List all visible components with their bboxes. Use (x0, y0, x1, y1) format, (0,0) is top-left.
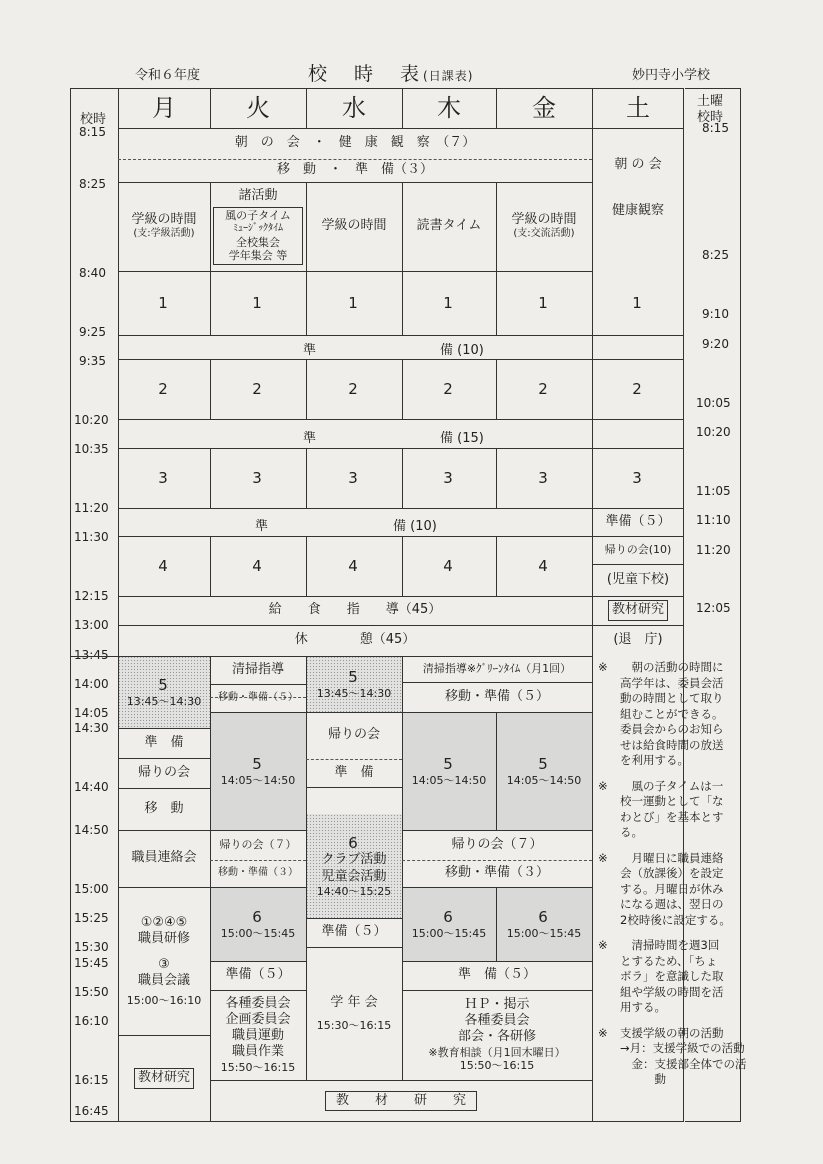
note-line: ボラ」を意識した取 (620, 969, 724, 984)
day-thursday: 木 (437, 94, 461, 122)
note-line: とするため、「ちょ (620, 953, 718, 968)
note-item (598, 660, 768, 769)
note-line: 用する。 (620, 1000, 666, 1015)
wed-junbi5: 準備（５） (321, 924, 387, 940)
tue-committee-item: 企画委員会 (225, 1011, 291, 1027)
mon-idou: 移 動 (144, 800, 184, 816)
mon-kyozai-label: 教材研究 (134, 1068, 194, 1088)
note-line: 月曜日に職員連絡 (620, 850, 724, 865)
sat-health-check: 健康観察 (611, 202, 664, 218)
period-3-cell: 3 (348, 468, 360, 487)
right-col-head-2: 校時 (697, 110, 724, 125)
sat-kyozai-label: 教材研究 (608, 600, 668, 620)
time-label: 16:45 (74, 1104, 109, 1118)
time-label: 14:05 (74, 706, 109, 720)
wed-club: クラブ活動 (321, 852, 387, 868)
mon-training (118, 887, 210, 1035)
fri-homeroom-title: 学級の時間 (511, 212, 577, 228)
time-label: 8:40 (79, 266, 106, 280)
grid-line (592, 656, 593, 1122)
title-text: 校 時 表 (308, 63, 424, 85)
tue-activity-item: 全校集会 (236, 235, 280, 249)
note-body (620, 660, 724, 769)
period-4-cell: 4 (252, 556, 264, 575)
fiscal-year: 令和６年度 (135, 68, 201, 83)
note-line: 組や学級の時間を活 (620, 984, 724, 999)
mon-period-5 (118, 656, 210, 728)
note-line: 会（放課後）を設定 (620, 866, 724, 881)
time-label: 13:45 (74, 648, 109, 662)
note-mark: ※ (598, 660, 608, 674)
rest-break: 休 憩（45） (294, 632, 416, 648)
wed-p5-time: 13:45～14:30 (316, 686, 392, 700)
wed-kaeri: 帰りの会 (327, 727, 380, 743)
note-line: 2校時後に設定する。 (620, 912, 731, 927)
sat-kyozai (592, 596, 684, 625)
thufri-idou3: 移動・準備（３） (444, 865, 549, 881)
thufri-time: 15:50～16:15 (459, 1059, 535, 1073)
break-3-right: 備 (10) (393, 519, 437, 534)
mon-homeroom-note: (支:学級活動) (133, 228, 195, 240)
note-line: 動の時間として取り (620, 691, 724, 706)
wed-club-time: 14:40～15:25 (316, 884, 392, 898)
sat-time-label: 8:25 (702, 248, 729, 262)
left-col-head: 校時 (80, 112, 107, 127)
tue-p5-time: 14:05～14:50 (220, 773, 296, 787)
note-line: 金：支援部全体での活 (620, 1056, 747, 1071)
wed-p5-number: 5 (348, 667, 360, 686)
break-2-right: 備 (15) (440, 431, 484, 446)
sat-junbi: 準備（５） (605, 513, 671, 529)
sat-time-label: 9:10 (702, 307, 729, 321)
tue-committee-item: 職員運動 (231, 1028, 284, 1044)
day-tuesday: 火 (246, 94, 270, 122)
day-saturday: 土 (626, 94, 650, 122)
note-mark: ※ (598, 1025, 608, 1040)
tue-committee-item: 職員作業 (231, 1044, 284, 1060)
time-label: 9:25 (79, 325, 106, 339)
period-1-cell: 1 (538, 293, 550, 312)
fri-homeroom-note: (支:交流活動) (513, 228, 575, 240)
note-body (620, 851, 731, 929)
period-1-cell: 1 (443, 293, 455, 312)
wed-homeroom: 学級の時間 (321, 218, 387, 234)
note-line: せは給食時間の放送 (620, 737, 724, 752)
sat-time-label: 11:10 (696, 513, 731, 527)
thu-p6-time: 15:00～15:45 (411, 926, 487, 940)
thu-period-5 (402, 712, 496, 830)
tue-seiso: 清掃指導 (231, 661, 284, 677)
thu-seiso: 清掃指導※ｸﾞﾘｰﾝﾀｲﾑ（月1回） (422, 662, 572, 676)
tue-activity-item: 風の子タイム (225, 209, 291, 223)
page-title (308, 59, 473, 86)
wed-gakunenkai-label: 学 年 会 (330, 994, 378, 1010)
note-line: 動 (620, 1072, 666, 1087)
kyozai-kenkyu-row (210, 1080, 592, 1122)
break-2-left: 準 (303, 431, 317, 446)
tue-p6-time: 15:00～15:45 (220, 926, 296, 940)
note-line: わとび」を基本とす (620, 809, 724, 824)
tue-activities (210, 182, 306, 271)
period-3-cell: 3 (252, 468, 264, 487)
wed-p6-number: 6 (348, 833, 360, 852)
fri-period-5 (496, 712, 592, 830)
title-subtitle: (日課表) (423, 69, 474, 83)
note-item (598, 1026, 768, 1088)
tue-committee-time: 15:50～16:15 (220, 1060, 296, 1074)
note-line: する。月曜日が休み (620, 881, 724, 896)
time-label: 13:00 (74, 618, 109, 632)
note-item (598, 779, 768, 841)
time-label: 14:00 (74, 677, 109, 691)
break-1-right: 備 (10) (440, 343, 484, 358)
mon-kaeri: 帰りの会 (137, 764, 190, 780)
mon-p5-number: 5 (158, 675, 170, 694)
note-line: 支援学級の朝の活動 (620, 1025, 724, 1040)
period-1-cell: 1 (252, 293, 264, 312)
thu-p5-number: 5 (443, 754, 455, 773)
lunch-guidance: 給 食 指 導（45） (268, 602, 442, 618)
tue-junbi5: 準備（５） (225, 967, 291, 983)
tue-period-6 (210, 887, 306, 961)
note-mark: ※ (598, 778, 608, 793)
note-line: 朝の活動の時間に (620, 660, 724, 674)
mon-junbi: 準 備 (144, 734, 184, 750)
note-body (620, 938, 724, 1016)
period-4-cell: 4 (443, 556, 455, 575)
period-1-cell: 1 (158, 293, 170, 312)
time-label: 14:50 (74, 823, 109, 837)
note-line: 風の子タイムは一 (620, 778, 724, 793)
note-body (620, 1026, 747, 1088)
period-3-cell: 3 (443, 468, 455, 487)
note-line: 清掃時間を週3回 (620, 938, 720, 953)
note-line: 校一運動として「な (620, 794, 724, 809)
period-2-cell: 2 (348, 379, 360, 398)
mon-kaigi-time: 15:00～16:10 (126, 993, 202, 1007)
thufri-item: ＨＰ・掲示 (464, 996, 530, 1012)
period-2-cell: 2 (632, 379, 644, 398)
period-1-cell: 1 (348, 293, 360, 312)
wed-gakunenkai-time: 15:30～16:15 (316, 1018, 392, 1032)
thufri-junbi5: 準 備（５） (457, 967, 536, 983)
mon-shokuin-renraku: 職員連絡会 (131, 850, 197, 866)
tue-period-5 (210, 712, 306, 830)
tue-p6-number: 6 (252, 907, 264, 926)
day-friday: 金 (532, 94, 556, 122)
tue-activities-title: 諸活動 (238, 188, 278, 203)
mon-homeroom-title: 学級の時間 (131, 212, 197, 228)
time-label: 16:10 (74, 1014, 109, 1028)
period-2-cell: 2 (158, 379, 170, 398)
fri-period-6 (496, 887, 592, 961)
right-col-head-1: 土曜 (697, 94, 724, 109)
wed-student-council: 児童会活動 (321, 868, 387, 884)
thu-reading-time: 読書タイム (416, 218, 482, 234)
grid-line (118, 419, 684, 420)
period-4-cell: 4 (158, 556, 170, 575)
tue-kaeri: 帰りの会（７） (219, 838, 297, 852)
note-line: 高学年は、委員会活 (620, 675, 724, 690)
tue-idou: 移動・準備（５） (218, 691, 298, 703)
sat-time-label: 10:05 (696, 396, 731, 410)
period-2-cell: 2 (252, 379, 264, 398)
wed-club-activities (306, 814, 402, 918)
time-label: 12:15 (74, 589, 109, 603)
thu-p6-number: 6 (443, 907, 455, 926)
morning-move: 移 動 ・ 準 備（３） (276, 162, 433, 178)
time-label: 15:50 (74, 985, 109, 999)
tue-activity-item: 学年集会 等 (228, 249, 288, 263)
mon-homeroom (118, 182, 210, 271)
fri-p5-time: 14:05～14:50 (506, 773, 582, 787)
sat-kaeri: 帰りの会(10) (604, 543, 672, 557)
time-label: 15:30 (74, 940, 109, 954)
note-item (598, 851, 768, 929)
note-mark: ※ (598, 850, 608, 865)
thu-p5-time: 14:05～14:50 (411, 773, 487, 787)
note-line: を利用する。 (620, 753, 689, 768)
period-4-cell: 4 (538, 556, 550, 575)
period-3-cell: 3 (538, 468, 550, 487)
time-label: 15:45 (74, 956, 109, 970)
tue-committees (210, 990, 306, 1080)
tue-committee-item: 各種委員会 (225, 995, 291, 1011)
thufri-item: ※教育相談（月1回木曜日） (428, 1045, 566, 1059)
sat-time-label: 8:15 (702, 121, 729, 135)
sat-taicho: (退 庁) (613, 632, 663, 648)
sat-time-label: 11:05 (696, 484, 731, 498)
fri-homeroom (496, 182, 592, 271)
time-label: 14:40 (74, 780, 109, 794)
fri-p6-number: 6 (538, 907, 550, 926)
morning-meeting: 朝 の 会 ・ 健 康 観 察 （７） (234, 135, 476, 151)
time-label: 14:30 (74, 721, 109, 735)
time-label: 8:15 (79, 125, 106, 139)
thu-period-6 (402, 887, 496, 961)
tue-activity-item: ﾐｭｰｼﾞｯｸﾀｲﾑ (233, 223, 283, 234)
note-line: →月：支援学級での活動 (620, 1041, 745, 1056)
time-label: 9:35 (79, 354, 106, 368)
note-line: る。 (620, 825, 643, 840)
note-body (620, 779, 724, 841)
break-1-left: 準 (303, 343, 317, 358)
period-2-cell: 2 (538, 379, 550, 398)
thufri-kaeri: 帰りの会（７） (451, 836, 543, 852)
time-label: 15:25 (74, 911, 109, 925)
thufri-item: 各種委員会 (464, 1013, 530, 1029)
period-2-cell: 2 (443, 379, 455, 398)
time-label: 10:20 (74, 413, 109, 427)
fri-p6-time: 15:00～15:45 (506, 926, 582, 940)
thufri-idou: 移動・準備（５） (444, 688, 549, 704)
school-name: 妙円寺小学校 (632, 68, 711, 83)
time-label: 11:20 (74, 501, 109, 515)
sat-time-label: 12:05 (696, 601, 731, 615)
day-wednesday: 水 (342, 94, 366, 122)
time-label: 16:15 (74, 1073, 109, 1087)
wed-junbi: 準 備 (334, 764, 374, 780)
note-item (598, 938, 768, 1016)
tue-activities-box (213, 207, 303, 265)
mon-kenshu: 職員研修 (137, 930, 190, 946)
note-line: 組むことができる。 (620, 706, 724, 721)
grid-line (306, 787, 402, 788)
sat-morning-meeting: 朝 の 会 (614, 156, 662, 172)
notes-section (598, 660, 768, 1088)
day-monday: 月 (152, 94, 176, 122)
break-3-left: 準 (255, 519, 269, 534)
fri-p5-number: 5 (538, 754, 550, 773)
sat-time-label: 11:20 (696, 543, 731, 557)
time-label: 8:25 (79, 177, 106, 191)
sat-time-label: 10:20 (696, 425, 731, 439)
mon-kyozai (118, 1035, 210, 1122)
wed-gakunenkai (306, 947, 402, 1080)
period-3-cell: 3 (632, 468, 644, 487)
tue-p5-number: 5 (252, 754, 264, 773)
period-3-cell: 3 (158, 468, 170, 487)
sat-geko: (児童下校) (606, 571, 670, 587)
grid-line (118, 335, 684, 336)
mon-p5-time: 13:45～14:30 (126, 694, 202, 708)
thufri-hp-committees (402, 990, 592, 1080)
note-line: になる週は、翌日の (620, 897, 724, 912)
time-label: 10:35 (74, 442, 109, 456)
mon-kaigi-day: ③ (158, 957, 170, 973)
mon-kenshu-days: ①②④⑤ (140, 914, 188, 930)
mon-kaigi: 職員会議 (137, 973, 190, 989)
note-mark: ※ (598, 938, 608, 953)
kyozai-kenkyu-label: 教 材 研 究 (325, 1091, 477, 1111)
wed-period-5 (306, 656, 402, 712)
thufri-item: 部会・各研修 (457, 1029, 536, 1045)
note-line: 委員会からのお知ら (620, 722, 724, 737)
time-label: 15:00 (74, 882, 109, 896)
time-label: 11:30 (74, 530, 109, 544)
sat-time-label: 9:20 (702, 337, 729, 351)
tue-idou3: 移動・準備（３） (218, 867, 298, 879)
period-4-cell: 4 (348, 556, 360, 575)
period-1-cell: 1 (632, 293, 644, 312)
